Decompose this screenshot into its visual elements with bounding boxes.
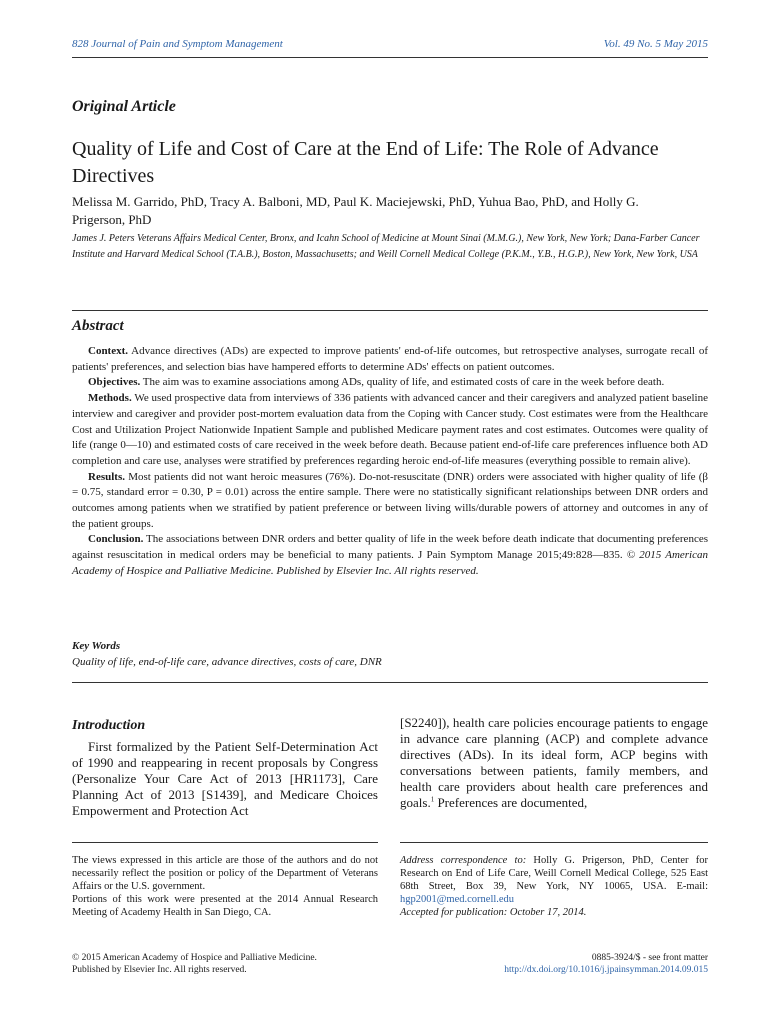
intro-text-end: Preferences are documented, xyxy=(434,795,588,810)
context-label: Context. xyxy=(88,345,129,357)
abstract-body xyxy=(72,344,708,580)
footnotes-right xyxy=(400,854,708,919)
footer-issn xyxy=(504,952,708,976)
correspondence-text: Holly G. Prigerson, PhD, Center for Research on End of Life Care, Weill Cornell Medical College, 525 East 68th Street, Box 39, New York, NY 10065, USA. E-mail: xyxy=(400,855,708,892)
introduction-heading: Introduction xyxy=(72,718,146,733)
results-label: Results. xyxy=(88,470,125,483)
presentation-note: Portions of this work were presented at the 2014 Annual Research Meeting of Academy Health in San Diego, CA. xyxy=(72,894,378,918)
conclusion-text: The associations between DNR orders and better quality of life in the week before death indicate that documenting preferences against resuscitation in medical orders may be beneficial to many patients. J Pain Symptom Manage 2015;49:828—835. xyxy=(72,533,708,562)
abstract-objectives xyxy=(72,375,708,391)
intro-column-left xyxy=(72,739,378,819)
intro-column-right xyxy=(400,715,708,811)
affiliations: James J. Peters Veterans Affairs Medical Center, Bronx, and Icahn School of Medicine at Mount Sinai (M.M.G.), New York, New York; Dana-Farber Cancer Institute and Harvard Medical School (T.A.B.), Boston, Massachusetts; and Weill Cornell Medical College (P.K.M., Y.B., H.G.P.), New York, New York, USA xyxy=(72,233,700,260)
methods-text: We used prospective data from interviews of 336 patients with advanced cancer and their caregivers and analyzed patient baseline interview and caregiver and provider post-mortem evaluation data from the Coping with Cancer study. Cost estimates were from the Healthcare Cost and Utilization Project Nationwide Inpatient Sample and published Medicare payment rates and cost estimates. Outcomes were quality of life (range 0—10) and estimated costs of care received in the week before death. Because patient end-of-life care preferences influence both AD completion and care use, analyses were stratified by preferences regarding heroic end-of-life measures (everything possible to remain alive). xyxy=(72,392,708,467)
article-title: Quality of Life and Cost of Care at the End of Life: The Role of Advance Directives xyxy=(72,138,659,187)
journal-name: 828 Journal of Pain and Symptom Management xyxy=(72,38,283,50)
objectives-label: Objectives. xyxy=(88,376,141,389)
footnote-rule-left xyxy=(72,842,378,843)
footnote-rule-right xyxy=(400,842,708,843)
issn-text: 0885-3924/$ - see front matter xyxy=(591,953,708,963)
article-type: Original Article xyxy=(72,98,176,115)
correspondence-label: Address correspondence to: xyxy=(400,855,527,866)
context-text: Advance directives (ADs) are expected to improve patients' end-of-life outcomes, but retrospective analyses, surrogate recall of patients' preferences, and selection bias have hampered efforts to determine ADs' effects on patient outcomes. xyxy=(72,345,708,373)
abstract-copyright: © 2015 American Academy of Hospice and Palliative Medicine. Published by Elsevier Inc. All rights reserved. xyxy=(72,549,708,577)
keywords-rule xyxy=(72,682,708,683)
volume-info: Vol. 49 No. 5 May 2015 xyxy=(603,38,708,50)
footnotes-left xyxy=(72,854,378,919)
abstract-conclusion xyxy=(72,532,708,579)
footer-copyright xyxy=(72,952,392,976)
abstract-methods xyxy=(72,391,708,470)
disclaimer-note: The views expressed in this article are those of the authors and do not necessarily reflect the position or policy of the Department of Veterans Affairs or the U.S. government. xyxy=(72,855,378,892)
objectives-text: The aim was to examine associations among ADs, quality of life, and estimated costs of care in the week before death. xyxy=(140,376,665,389)
intro-paragraph-1: First formalized by the Patient Self-Determination Act of 1990 and reappearing in recent proposals by Congress (Personalize Your Care Act of 2013 [HR1173], Care Planning Act of 2013 [S1439], and Medicare Choices Empowerment and Protection Act xyxy=(72,739,378,818)
abstract-context xyxy=(72,344,708,375)
methods-label: Methods. xyxy=(88,392,132,405)
doi-link[interactable]: http://dx.doi.org/10.1016/j.jpainsymman.2014.09.015 xyxy=(504,965,708,975)
abstract-rule xyxy=(72,310,708,311)
abstract-results xyxy=(72,470,708,533)
accepted-text: Accepted for publication: October 17, 2014. xyxy=(400,907,587,918)
intro-text: [S2240]), health care policies encourage patients to engage in advance care planning (ACP) and complete advance directives (ADs). In its ideal form, ACP begins with conversations between patients, family members, and health care providers about health care preferences and goals. xyxy=(400,715,708,810)
abstract-heading: Abstract xyxy=(72,318,124,334)
accepted-date xyxy=(400,906,708,919)
author-list: Melissa M. Garrido, PhD, Tracy A. Balboni, MD, Paul K. Maciejewski, PhD, Yuhua Bao, PhD, and Holly G. Prigerson, PhD xyxy=(72,194,639,227)
keywords-list: Quality of life, end-of-life care, advance directives, costs of care, DNR xyxy=(72,656,382,668)
reference-marker[interactable]: 1 xyxy=(430,795,435,804)
copyright-line-2: Published by Elsevier Inc. All rights reserved. xyxy=(72,965,247,975)
running-header xyxy=(72,38,708,54)
intro-paragraph-2 xyxy=(400,715,708,811)
header-rule xyxy=(72,57,708,58)
correspondence-note xyxy=(400,854,708,906)
results-text: Most patients did not want heroic measures (76%). Do-not-resuscitate (DNR) orders were associated with higher quality of life (β = 0.75, standard error = 0.30, P = 0.01) across the entire sample. There were no statistically significant relationships between DNR orders and outcomes among patients when we stratified by patient preference or between living wills/durable powers of attorney and outcomes in any of the patient groups. xyxy=(72,470,708,530)
conclusion-label: Conclusion. xyxy=(88,533,144,546)
keywords-heading: Key Words xyxy=(72,640,121,652)
email-link[interactable]: hgp2001@med.cornell.edu xyxy=(400,894,515,905)
copyright-line-1: © 2015 American Academy of Hospice and Palliative Medicine. xyxy=(72,953,317,963)
